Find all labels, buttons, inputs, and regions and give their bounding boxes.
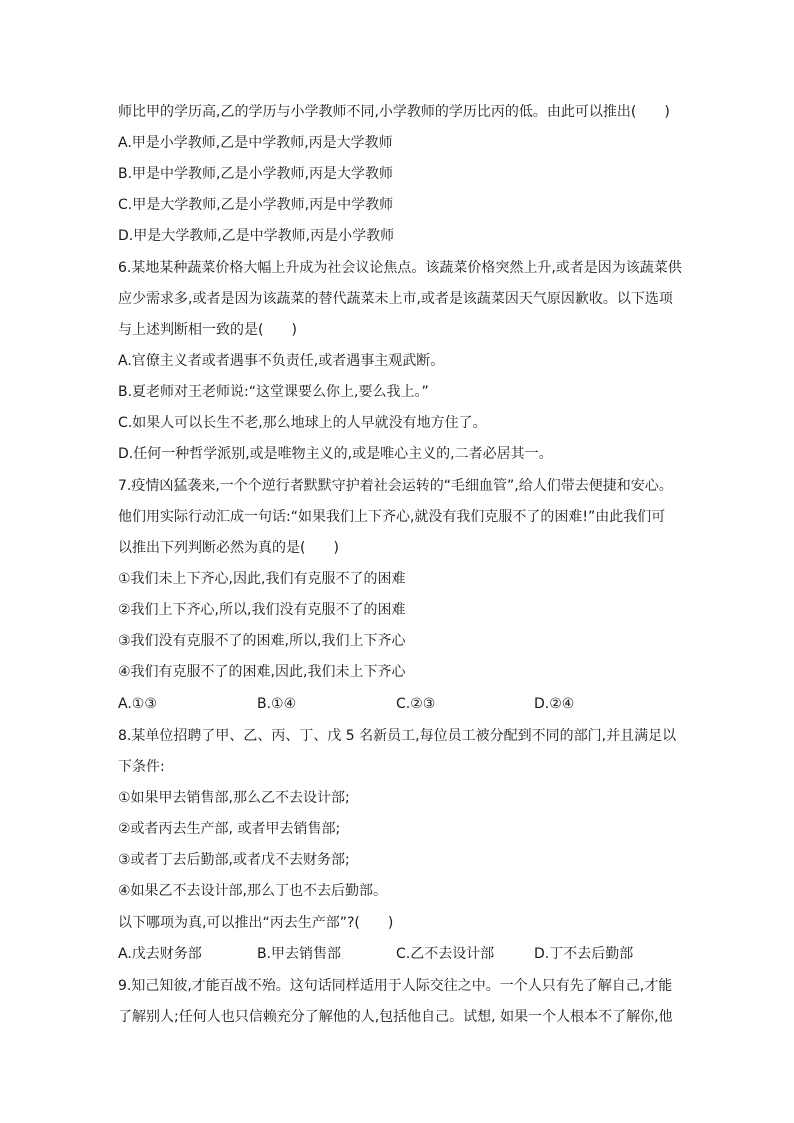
- q8-option-b: B.甲去销售部: [257, 946, 342, 962]
- question-5-stem-end: 师比甲的学历高,乙的学历与小学教师不同,小学教师的学历比丙的低。由此可以推出( ): [118, 104, 670, 120]
- q7-statement-2: ②我们上下齐心,所以,我们没有克服不了的困难: [118, 602, 406, 618]
- q7-option-c: C.②③: [396, 696, 436, 712]
- q7-option-b: B.①④: [257, 696, 297, 712]
- q6-option-a: A.官僚主义者或者遇事不负责任,或者遇事主观武断。: [118, 353, 445, 369]
- q5-option-b: B.甲是中学教师,乙是小学教师,丙是大学教师: [118, 166, 393, 182]
- q8-condition-3: ③或者丁去后勤部,或者戊不去财务部;: [118, 852, 350, 868]
- question-6-line-3: 与上述判断相一致的是( ): [118, 322, 297, 338]
- q5-option-c: C.甲是大学教师,乙是小学教师,丙是中学教师: [118, 197, 394, 213]
- question-7-line-1: 7.疫情凶猛袭来,一个个逆行者默默守护着社会运转的“毛细血管”,给人们带去便捷和安心。: [118, 478, 673, 494]
- q8-option-d: D.丁不去后勤部: [534, 946, 634, 962]
- q8-condition-1: ①如果甲去销售部,那么乙不去设计部;: [118, 790, 350, 806]
- question-9-line-1: 9.知己知彼,才能百战不殆。这句话同样适用于人际交往之中。一个人只有先了解自己,才能: [118, 978, 673, 994]
- question-8-line-2: 下条件:: [118, 759, 165, 775]
- question-9-line-2: 了解别人;任何人也只信赖充分了解他的人,包括他自己。试想, 如果一个人根本不了解你,他: [118, 1009, 673, 1025]
- q8-condition-4: ④如果乙不去设计部,那么丁也不去后勤部。: [118, 883, 387, 899]
- q8-condition-2: ②或者丙去生产部, 或者甲去销售部;: [118, 821, 341, 837]
- q5-option-d: D.甲是大学教师,乙是中学教师,丙是小学教师: [118, 228, 395, 244]
- question-8-line-1: 8.某单位招聘了甲、乙、丙、丁、戊 5 名新员工,每位员工被分配到不同的部门,并且满足以: [118, 728, 677, 744]
- question-7-line-3: 以推出下列判断必然为真的是( ): [118, 540, 339, 556]
- q7-option-d: D.②④: [534, 696, 575, 712]
- q6-option-c: C.如果人可以长生不老,那么地球上的人早就没有地方住了。: [118, 415, 487, 431]
- q5-option-a: A.甲是小学教师,乙是中学教师,丙是大学教师: [118, 135, 393, 151]
- q6-option-d: D.任何一种哲学派别,或是唯物主义的,或是唯心主义的,二者必居其一。: [118, 446, 553, 462]
- q8-question: 以下哪项为真,可以推出“丙去生产部”?( ): [118, 915, 394, 931]
- q7-statement-3: ③我们没有克服不了的困难,所以,我们上下齐心: [118, 633, 406, 649]
- q7-statement-1: ①我们未上下齐心,因此,我们有克服不了的困难: [118, 571, 406, 587]
- question-6-line-1: 6.某地某种蔬菜价格大幅上升成为社会议论焦点。该蔬菜价格突然上升,或者是因为该蔬菜供: [118, 260, 682, 276]
- q7-option-a: A.①③: [118, 696, 157, 712]
- q8-option-c: C.乙不去设计部: [396, 946, 495, 962]
- question-7-line-2: 他们用实际行动汇成一句话:“如果我们上下齐心,就没有我们克服不了的困难!”由此我们可: [118, 509, 666, 525]
- q8-option-a: A.戊去财务部: [118, 946, 202, 962]
- question-6-line-2: 应少需求多,或者是因为该蔬菜的替代蔬菜未上市,或者是该蔬菜因天气原因歉收。以下选项: [118, 291, 673, 307]
- q6-option-b: B.夏老师对王老师说:“这堂课要么你上,要么我上。”: [118, 384, 429, 400]
- q7-statement-4: ④我们有克服不了的困难,因此,我们未上下齐心: [118, 664, 406, 680]
